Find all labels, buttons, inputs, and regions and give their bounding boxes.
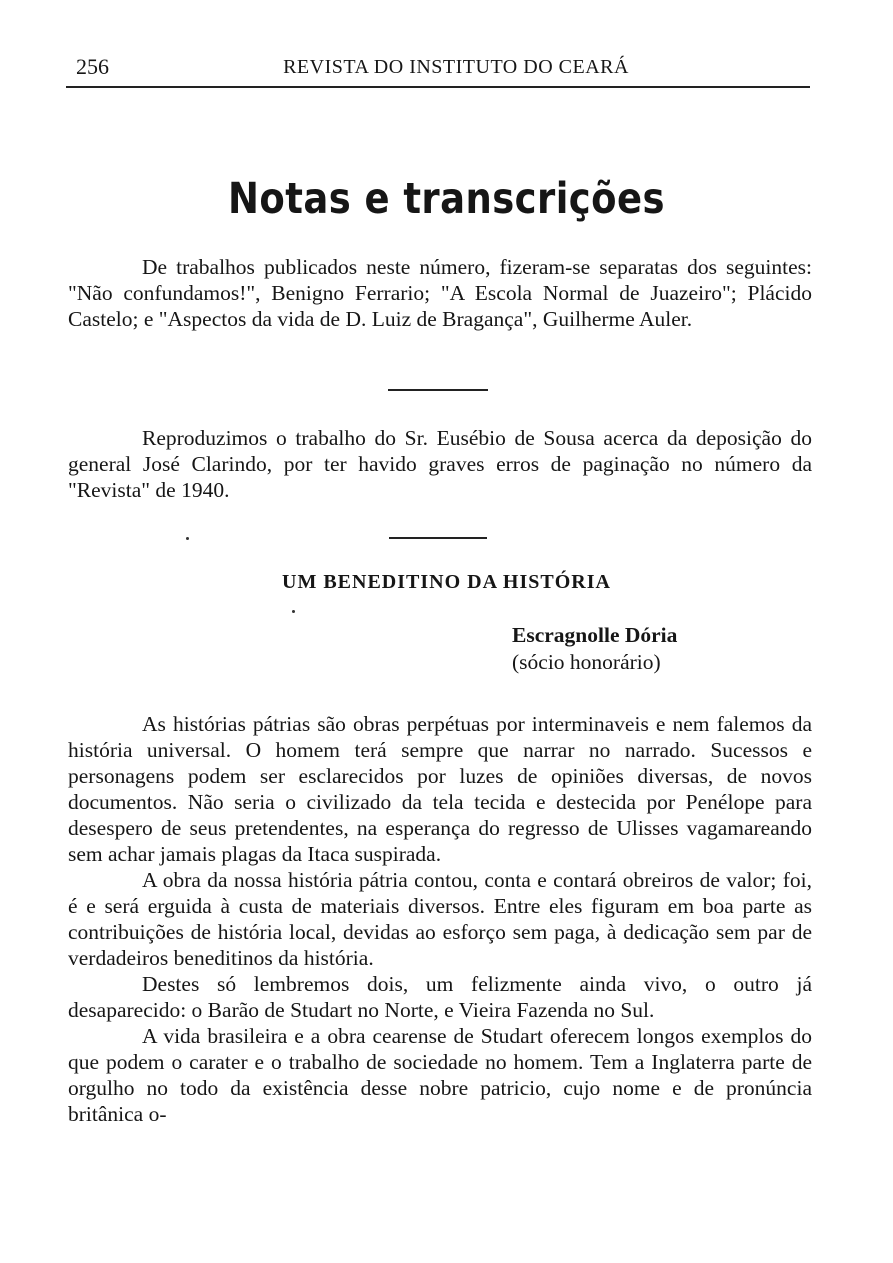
body-paragraph: A vida brasileira e a obra cearense de Studart oferecem longos exemplos do que podem o carater e o trabalho de sociedade no homem. Tem a Inglaterra parte de orgulho no todo da existência desse nobre patricio, cujo nome e de pronúncia britânica o- [68,1024,812,1126]
note-paragraph: Reproduzimos o trabalho do Sr. Eusébio de Sousa acerca da deposição do general José Clarindo, por ter havido graves erros de paginação no número da "Revista" de 1940. [68,426,812,502]
author-role: (sócio honorário) [512,650,661,674]
body-paragraph: A obra da nossa história pátria contou, conta e contará obreiros de valor; foi, é e será erguida à custa de materiais diversos. Entre eles figuram em boa parte as contribuições de história local, devidas ao esforço sem paga, à dedicação sem par de verdadeiros beneditinos da história. [68,868,812,970]
article-title: UM BENEDITINO DA HISTÓRIA [282,571,611,593]
header-rule [66,86,810,88]
body-paragraph: As histórias pátrias são obras perpétuas por interminaveis e nem falemos da história universal. O homem terá sempre que narrar no narrado. Sucessos e personagens podem ser esclarecidos por luzes de opiniões diversas, de novos documentos. Não seria o civilizado da tela tecida e destecida por Penélope para desespero de seus pretendentes, na esperança do regresso de Ulisses vagamareando sem achar jamais plagas da Itaca suspirada. [68,712,812,866]
article-body [68,711,812,1127]
byline [512,622,677,676]
separator-rule [388,389,488,391]
page-number: 256 [76,54,109,79]
running-head [66,52,810,88]
note-separatas [68,254,812,332]
journal-title: REVISTA DO INSTITUTO DO CEARÁ [283,56,629,78]
author-name: Escragnolle Dória [512,623,678,647]
body-paragraph: Destes só lembremos dois, um felizmente ainda vivo, o outro já desaparecido: o Barão de Studart no Norte, e Vieira Fazenda no Sul. [68,972,812,1022]
print-speck [186,537,189,540]
note-reproduzimos [68,425,812,503]
page-title: Notas e transcrições [228,174,665,224]
separator-rule [389,537,487,539]
note-paragraph: De trabalhos publicados neste número, fizeram-se separatas dos seguintes: "Não confundamos!", Benigno Ferrario; "A Escola Normal de Juazeiro"; Plácido Castelo; e "Aspectos da vida de D. Luiz de Bragança", Guilherme Auler. [68,255,812,331]
print-speck [292,610,295,613]
